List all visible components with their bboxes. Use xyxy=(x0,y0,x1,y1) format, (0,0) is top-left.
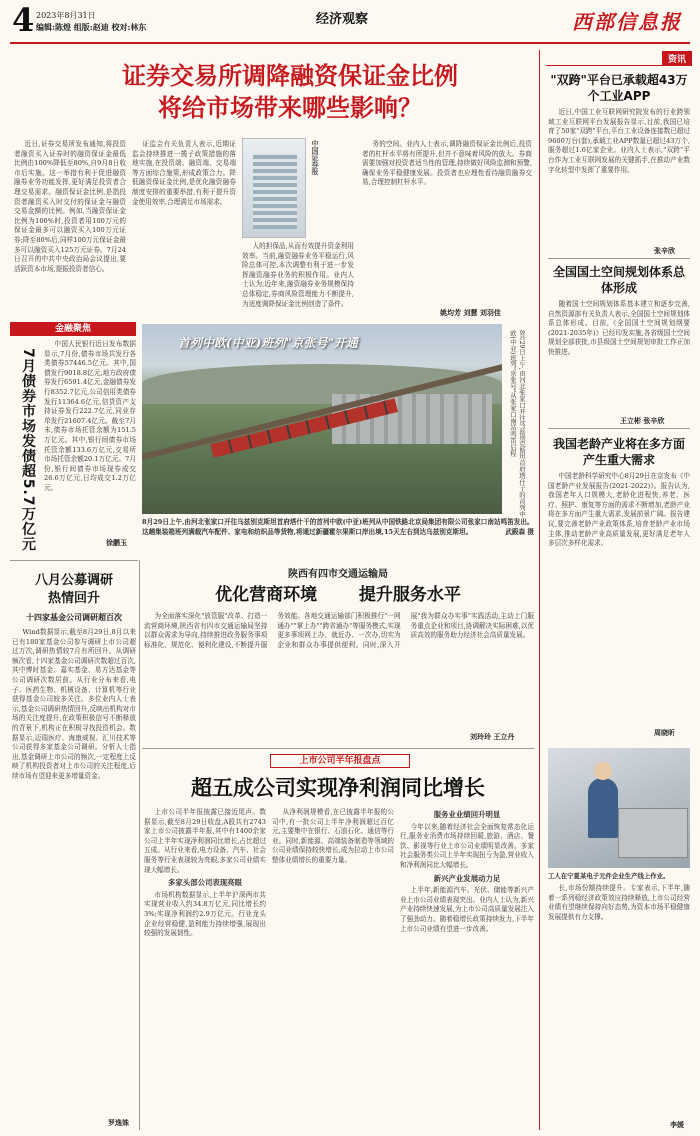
building-icon xyxy=(253,153,297,229)
right-section-label xyxy=(546,50,692,66)
fund-title-line2: 热情回升 xyxy=(47,591,100,606)
news3-title: 我国老龄产业将在多方面产生重大需求 xyxy=(552,437,685,467)
fund-subtitle: 十四家基金公司调研超百次 xyxy=(26,612,122,622)
news2-title: 全国国土空间规划体系总体形成 xyxy=(552,265,685,295)
right-column-divider xyxy=(539,50,540,1130)
machine-shape xyxy=(618,808,688,858)
editor-line: 编辑:陈煌 组版:赵迪 校对:林东 xyxy=(36,22,147,32)
train-caption-text: 8月29日上午,由河北张家口开往乌兹别克斯坦首府塔什干的首列中欧(中亚)班列从中国铁路北京局集团有限公司张家口南站鸣笛发出。这趟集装箱班列满载汽车配件、家电和纺织品等货物,将通过新疆霍尔果斯口岸出境,15天左右到达乌兹别克斯坦。 xyxy=(142,518,534,536)
news2-body xyxy=(548,300,690,418)
bottom-kicker-box xyxy=(270,754,410,768)
bottom-text-3b: 上半年,新能源汽车、光伏、储能等新兴产业上市公司业绩表现突出。业内人士认为,新兴产业持续快速发展,为上市公司高质量发展注入了强劲动力。随着稳增长政策持续发力,下半年上市公司业绩有望进一步改善。 xyxy=(400,886,534,933)
lead-headline-line2: 将给市场带来哪些影响？ xyxy=(158,94,422,122)
news3-text: 中国老龄科学研究中心8月29日在京发布《中国老龄产业发展报告(2021-2022)》。报告认为,我国老年人口规模大,老龄化进程快,养老、医疗、照护、康复等方面的需求不断增加,老龄产业将在多方面产生重大需求,发展前景广阔。报告建议,要完善老龄产业政策体系,培育老龄产业市场主体,推动老龄产业高质量发展,更好满足老年人多层次多样化需求。 xyxy=(548,472,690,548)
shaanxi-title-right: 提升服务水平 xyxy=(358,585,461,605)
bottom-headline: 超五成公司实现净利润同比增长 xyxy=(191,776,485,800)
train-photo xyxy=(142,324,502,514)
lead-text-4: 务的空间。业内人士表示,调降融资保证金比例后,投资者的杠杆水平将有所提升,但并不意味着风险的放大。券商需要加强对投资者适当性的管理,持续做好风险监测和预警,确保业务平稳健康发展。投资者也应理性看待融资融券交易,合理控制杠杆水平。 xyxy=(362,140,532,187)
news1-body xyxy=(548,108,690,248)
lead-headline xyxy=(40,60,540,124)
factory-photo xyxy=(548,748,690,868)
photo-vertical-source: 中国证券报 xyxy=(311,140,320,175)
shaanxi-body xyxy=(144,612,534,740)
bottom-text-1b: 市场机构数据显示,上半年沪深两市共实现营业收入约34.8万亿元,同比增长约3%;实现净利润约2.9万亿元。行业龙头企业经营稳健,盈利能力持续增强,展现出较强的发展韧性。 xyxy=(144,890,266,938)
news1-byline: 张辛欣 xyxy=(654,246,675,255)
shaanxi-text: 为全面落实深化"放管服"改革、打造一流营商环境,陕西省有四市交通运输局坚持以群众需求为导向,持续推进政务服务事项标准化、规范化、便利化建设,不断提升服务效能。各地交通运输部门积极推行"一网通办""掌上办""跨省通办"等服务模式,实现更多事项网上办、就近办、一次办,切实为企业和群众办事提供便利。同时,深入开展"我为群众办实事"实践活动,主动上门服务重点企业和项目,协调解决实际困难,以优质高效的服务助力经济社会高质量发展。 xyxy=(144,612,534,649)
finance-text: 中国人民银行近日发布数据显示,7月份,债券市场共发行各类债券57446.5亿元。其中,国债发行9018.8亿元,地方政府债券发行6591.4亿元,金融债券发行8352.7亿元,公司信用类债券发行11364.6亿元,信贷资产支持证券发行222.7亿元,同业存单发行21607.4亿元。截至7月末,债券市场托管余额为151.5万亿元。其中,银行间债券市场托管余额133.6万亿元,交易所市场托管余额20.1万亿元。7月份,银行间债券市场现券成交26.6万亿元,日均成交1.2万亿元。 xyxy=(44,340,136,492)
fund-divider xyxy=(139,560,140,1130)
bottom-byline: 李媛 xyxy=(670,1120,684,1129)
bottom-column-1 xyxy=(144,808,266,1130)
masthead xyxy=(0,0,700,44)
page-number: 4 xyxy=(12,1,35,39)
shaanxi-byline: 刘玲玲 王立丹 xyxy=(470,732,515,741)
factory-photo-caption: 工人在宁夏某电子元件企业生产线上作业。 xyxy=(548,872,670,880)
bottom-text-4: 长,市场份额持续提升。专家表示,下半年,随着一系列稳经济政策效应持续释放,上市公司经营业绩有望继续保持向好态势,为资本市场平稳健康发展提供有力支撑。 xyxy=(548,884,690,921)
bottom-subhead-1: 多家头部公司表现亮眼 xyxy=(168,878,242,888)
bottom-top-rule xyxy=(142,748,534,749)
fund-title xyxy=(10,572,138,608)
fund-text: Wind数据显示,截至8月29日,8月以来已有180家基金公司参与调研上市公司超过万次,调研热情较7月有所回升。从调研频次看,十四家基金公司调研次数超过百次,其中博时基金、嘉实基金、易方达基金等公司调研次数居前。从行业分布来看,电子、医药生物、机械设备、计算机等行业获得基金公司较多关注。多位业内人士表示,基金公司调研热情回升,反映出机构对市场的关注度提升,在政策积极信号不断释放的背景下,机构正在积极寻找投资机会。数据显示,迈瑞医疗、海康威视、汇川技术等公司获得多家基金公司调研。分析人士指出,基金调研上市公司的频次,一定程度上反映了机构投资者对上市公司的关注程度,后续市场有望迎来更多增量资金。 xyxy=(12,628,136,780)
news1-rule xyxy=(548,258,690,259)
bottom-subhead-3: 新兴产业发展动力足 xyxy=(433,873,501,883)
lead-byline: 姚均芳 刘慧 刘羽佳 xyxy=(440,308,501,317)
lead-text-3: 人的担保品,从而有效提升资金利用效率。当前,融资融券业务平稳运行,风险总体可控,本次调整有利于进一步发挥融资融券业务的积极作用。业内人士认为,近年来,融资融券业务规模保持总体稳定,券商风险管理能力不断提升,为适度调降保证金比例创造了条件。 xyxy=(242,242,354,308)
lead-text-2: 证监会有关负责人表示,近期证监会持续推进一揽子政策措施的落地实施,在投资端、融资端、交易端等方面综合施策,形成政策合力。降低融资保证金比例,是优化融资融券制度安排的重要举措,有利于提升资金使用效率,合理满足市场需求。 xyxy=(132,140,236,206)
lead-headline-line1: 证券交易所调降融资保证金比例 xyxy=(122,62,458,90)
lead-column-1 xyxy=(14,140,126,318)
news3-body xyxy=(548,472,690,730)
bottom-kicker: 上市公司半年报盘点 xyxy=(299,756,381,766)
bottom-column-4 xyxy=(548,884,690,1120)
securities-photo xyxy=(242,138,306,238)
lead-text-1: 近日,证券交易所发布通知,将投资者融资买入证券时的融资保证金最低比例由100%降低至80%,自9月8日收市后实施。这一举措有利于促进融资融券业务功能发挥,更好满足投资者合理交易需求。融资保证金比例,是指投资者融资买入时交付的保证金与融资交易金额的比例。例如,当融资保证金比例为100%时,投资者用100万元的保证金最多可以融资买入100万元证券;降至80%后,同样100万元保证金最多可以融资买入125万元证券。7月24日召开的中共中央政治局会议提出,要活跃资本市场,提振投资者信心。 xyxy=(14,140,126,273)
worker-head-shape xyxy=(594,762,612,780)
lead-column-2 xyxy=(132,140,236,318)
news3-byline: 周晓昕 xyxy=(654,728,675,737)
lead-column-4 xyxy=(362,140,532,310)
fund-top-rule xyxy=(10,560,138,561)
lead-column-3 xyxy=(242,242,354,318)
news1-text: 近日,中国工业互联网研究院发布的行业跨领域工业互联网平台发展报告显示,目前,我国已培育了50家"双跨"平台,平台工业设备连接数已超过9600万台(套),承载工业APP数量已超过43万个,服务超过1.6亿家企业。业内人士表示,"双跨"平台作为工业互联网发展的关键抓手,在推动产业数字化转型中发挥了重要作用。 xyxy=(548,108,690,174)
finance-body xyxy=(44,340,136,540)
worker-shape xyxy=(588,778,618,838)
shaanxi-kicker: 陕西有四市交通运输局 xyxy=(288,569,388,580)
news2-rule xyxy=(548,428,690,429)
finance-byline: 徐鹏玉 xyxy=(106,538,127,547)
train-photo-credit: 武殿森 摄 xyxy=(505,527,534,536)
bottom-column-3 xyxy=(400,808,534,1130)
section-title: 经济观察 xyxy=(316,12,369,27)
news2-text: 随着国土空间规划体系基本建立和逐步完善,自然资源部有关负责人表示,全国国土空间规划体系总体形成。目前,《全国国土空间规划纲要(2021-2035年)》已经印发实施,各省级国土空间规划全部获批,市县级国土空间规划审批工作正加快推进。 xyxy=(548,300,690,356)
news2-byline: 王立彬 张辛欣 xyxy=(620,416,665,425)
shaanxi-title xyxy=(142,580,534,605)
fund-byline: 罗逸姝 xyxy=(108,1118,129,1127)
train-photo-caption xyxy=(142,518,534,537)
finance-label: 金融聚焦 xyxy=(54,324,91,334)
finance-title: 7月债券市场发债超5.7万亿元 xyxy=(20,348,36,552)
issue-date: 2023年8月31日 xyxy=(36,11,96,20)
photo-caption-overlay: 首列中欧(中亚)班列"京张号"开通 xyxy=(178,336,358,350)
finance-label-box xyxy=(10,322,136,336)
fund-body xyxy=(12,628,136,1108)
bottom-subhead-2: 服务业业绩回升明显 xyxy=(433,810,501,819)
right-section-label-text: 资讯 xyxy=(662,51,692,66)
shaanxi-title-left: 优化营商环境 xyxy=(215,585,318,605)
paper-name-logo: 西部信息报 xyxy=(572,10,682,34)
fund-title-line1: 八月公募调研 xyxy=(34,573,113,588)
bottom-text-3: 今年以来,随着经济社会全面恢复常态化运行,服务业消费市场持续回暖,旅游、酒店、餐饮、影视等行业上市公司业绩明显改善。多家社会服务类公司上半年实现扭亏为盈,营业收入和净利润同比大幅增长。 xyxy=(400,822,534,869)
news1-title: "双跨"平台已承载超43万个工业APP xyxy=(550,73,688,103)
masthead-rule xyxy=(10,42,690,44)
bottom-column-2 xyxy=(272,808,394,1130)
train-photo-vertical-caption: 8月29日上午,由河北张家口开往乌兹别克斯坦首府塔什干的首列中欧(中亚)班列"京张号"从张家口南站鸣笛启程 xyxy=(509,330,526,518)
bottom-text-2: 从净利润规模看,在已披露半年报的公司中,有一批公司上半年净利润超过百亿元,主要集中在银行、石油石化、通信等行业。同时,新能源、高端装备制造等领域的公司业绩保持较快增长,成为拉动上市公司整体业绩增长的重要力量。 xyxy=(272,808,394,864)
bottom-text-1: 上市公司半年报披露已接近尾声。数据显示,截至8月29日收盘,A股共有2743家上市公司披露半年报,其中有1400余家公司上半年实现净利润同比增长,占比超过五成。从行业来看,电力设备、汽车、社会服务等行业表现较为亮眼,多家公司业绩实现大幅增长。 xyxy=(144,808,266,874)
